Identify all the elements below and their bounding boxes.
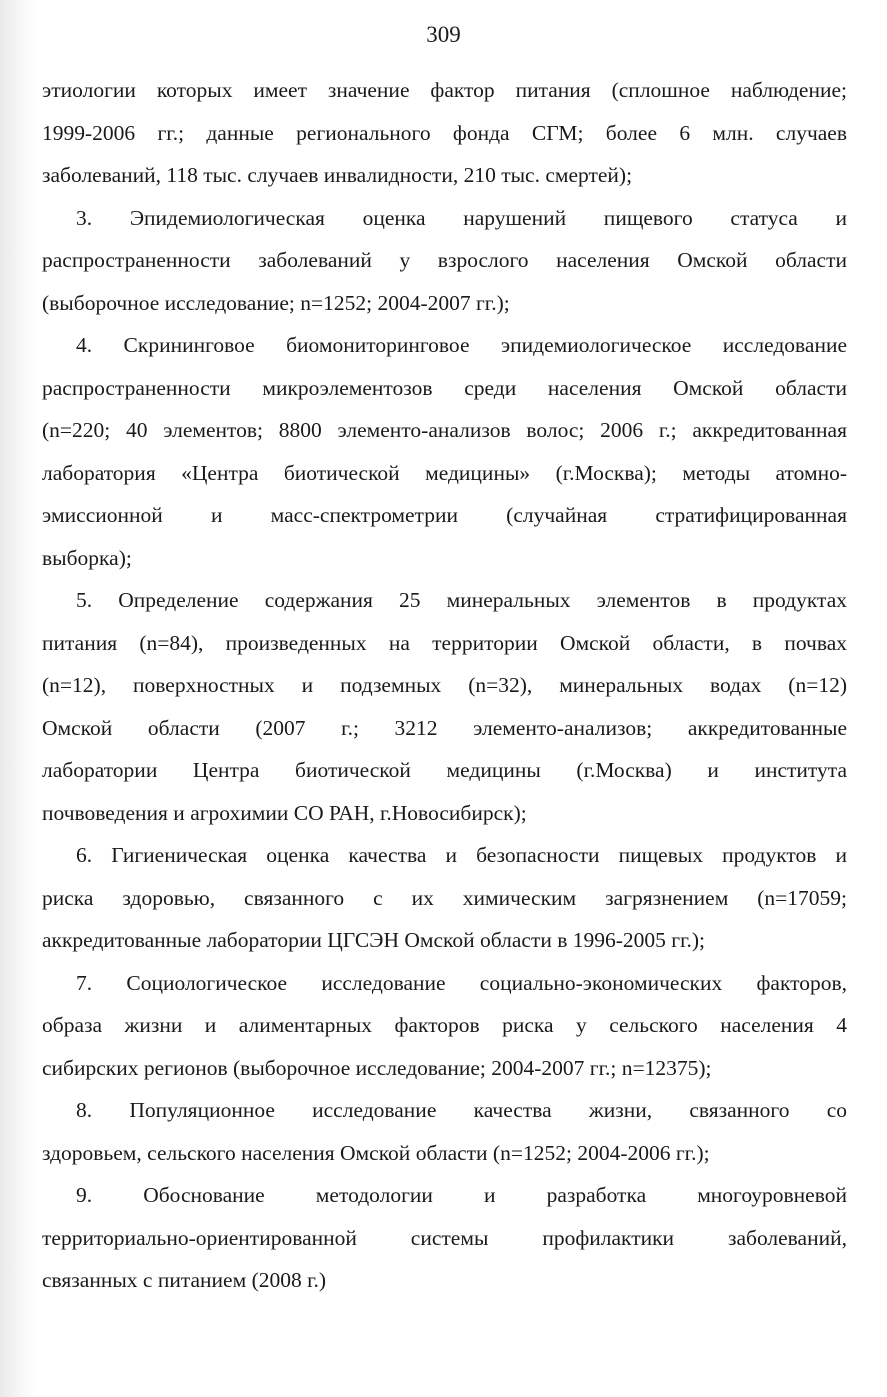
- scan-edge-shadow: [0, 0, 36, 1397]
- list-item-5: [42, 579, 847, 834]
- text-line: почвоведения и агрохимии СО РАН, г.Новосибирск);: [42, 800, 527, 825]
- text-line: риска здоровью, связанного с их химическим загрязнением (n=17059;: [42, 885, 847, 910]
- list-item-6: [42, 834, 847, 962]
- text-line: 1999-2006 гг.; данные регионального фонда СГМ; более 6 млн. случаев: [42, 120, 847, 145]
- text-line: 7. Социологическое исследование социально-экономических факторов,: [76, 970, 847, 995]
- text-line: 5. Определение содержания 25 минеральных элементов в продуктах: [76, 588, 847, 612]
- text-line: лаборатории Центра биотической медицины (г.Москва) и института: [42, 758, 847, 782]
- text-line: связанных с питанием (2008 г.): [42, 1268, 327, 1292]
- text-line: образа жизни и алиментарных факторов риска у сельского населения 4: [42, 1013, 847, 1037]
- page-number: 309: [426, 22, 461, 47]
- list-item-4: [42, 324, 847, 579]
- list-item-3: [42, 197, 847, 325]
- list-item-7: [42, 962, 847, 1090]
- text-line: аккредитованные лаборатории ЦГСЭН Омской области в 1996-2005 гг.);: [42, 928, 706, 952]
- text-line: (n=12), поверхностных и подземных (n=32), минеральных водах (n=12): [42, 673, 847, 697]
- text-line: лаборатория «Центра биотической медицины» (г.Москва); методы атомно-: [42, 460, 847, 485]
- paragraph-continuation: [42, 69, 847, 197]
- text-line: питания (n=84), произведенных на территории Омской области, в почвах: [42, 630, 847, 655]
- list-item-8: [42, 1089, 847, 1174]
- text-line: территориально-ориентированной системы профилактики заболеваний,: [42, 1225, 847, 1250]
- text-line: распространенности заболеваний у взрослого населения Омской области: [42, 248, 847, 272]
- text-line: здоровьем, сельского населения Омской области (n=1252; 2004-2006 гг.);: [42, 1140, 710, 1165]
- text-line: сибирских регионов (выборочное исследование; 2004-2007 гг.; n=12375);: [42, 1055, 712, 1080]
- text-line: 3. Эпидемиологическая оценка нарушений пищевого статуса и: [76, 205, 847, 230]
- text-line: (n=220; 40 элементов; 8800 элементо-анализов волос; 2006 г.; аккредитованная: [42, 418, 847, 442]
- text-line: 6. Гигиеническая оценка качества и безопасности пищевых продуктов и: [76, 843, 847, 867]
- text-line: 9. Обоснование методологии и разработка многоуровневой: [76, 1183, 847, 1207]
- text-line: этиологии которых имеет значение фактор питания (сплошное наблюдение;: [42, 78, 847, 102]
- text-line: распространенности микроэлементозов среди населения Омской области: [42, 375, 847, 400]
- text-line: эмиссионной и масс-спектрометрии (случайная стратифицированная: [42, 503, 847, 527]
- text-line: (выборочное исследование; n=1252; 2004-2007 гг.);: [42, 290, 510, 315]
- text-line: Омской области (2007 г.; 3212 элементо-анализов; аккредитованные: [42, 715, 847, 740]
- document-body: [42, 69, 847, 1302]
- text-line: выборка);: [42, 545, 132, 570]
- list-item-9: [42, 1174, 847, 1302]
- text-line: 8. Популяционное исследование качества жизни, связанного со: [76, 1098, 847, 1122]
- text-line: 4. Скрининговое биомониторинговое эпидемиологическое исследование: [76, 333, 847, 357]
- text-line: заболеваний, 118 тыс. случаев инвалидности, 210 тыс. смертей);: [42, 163, 633, 187]
